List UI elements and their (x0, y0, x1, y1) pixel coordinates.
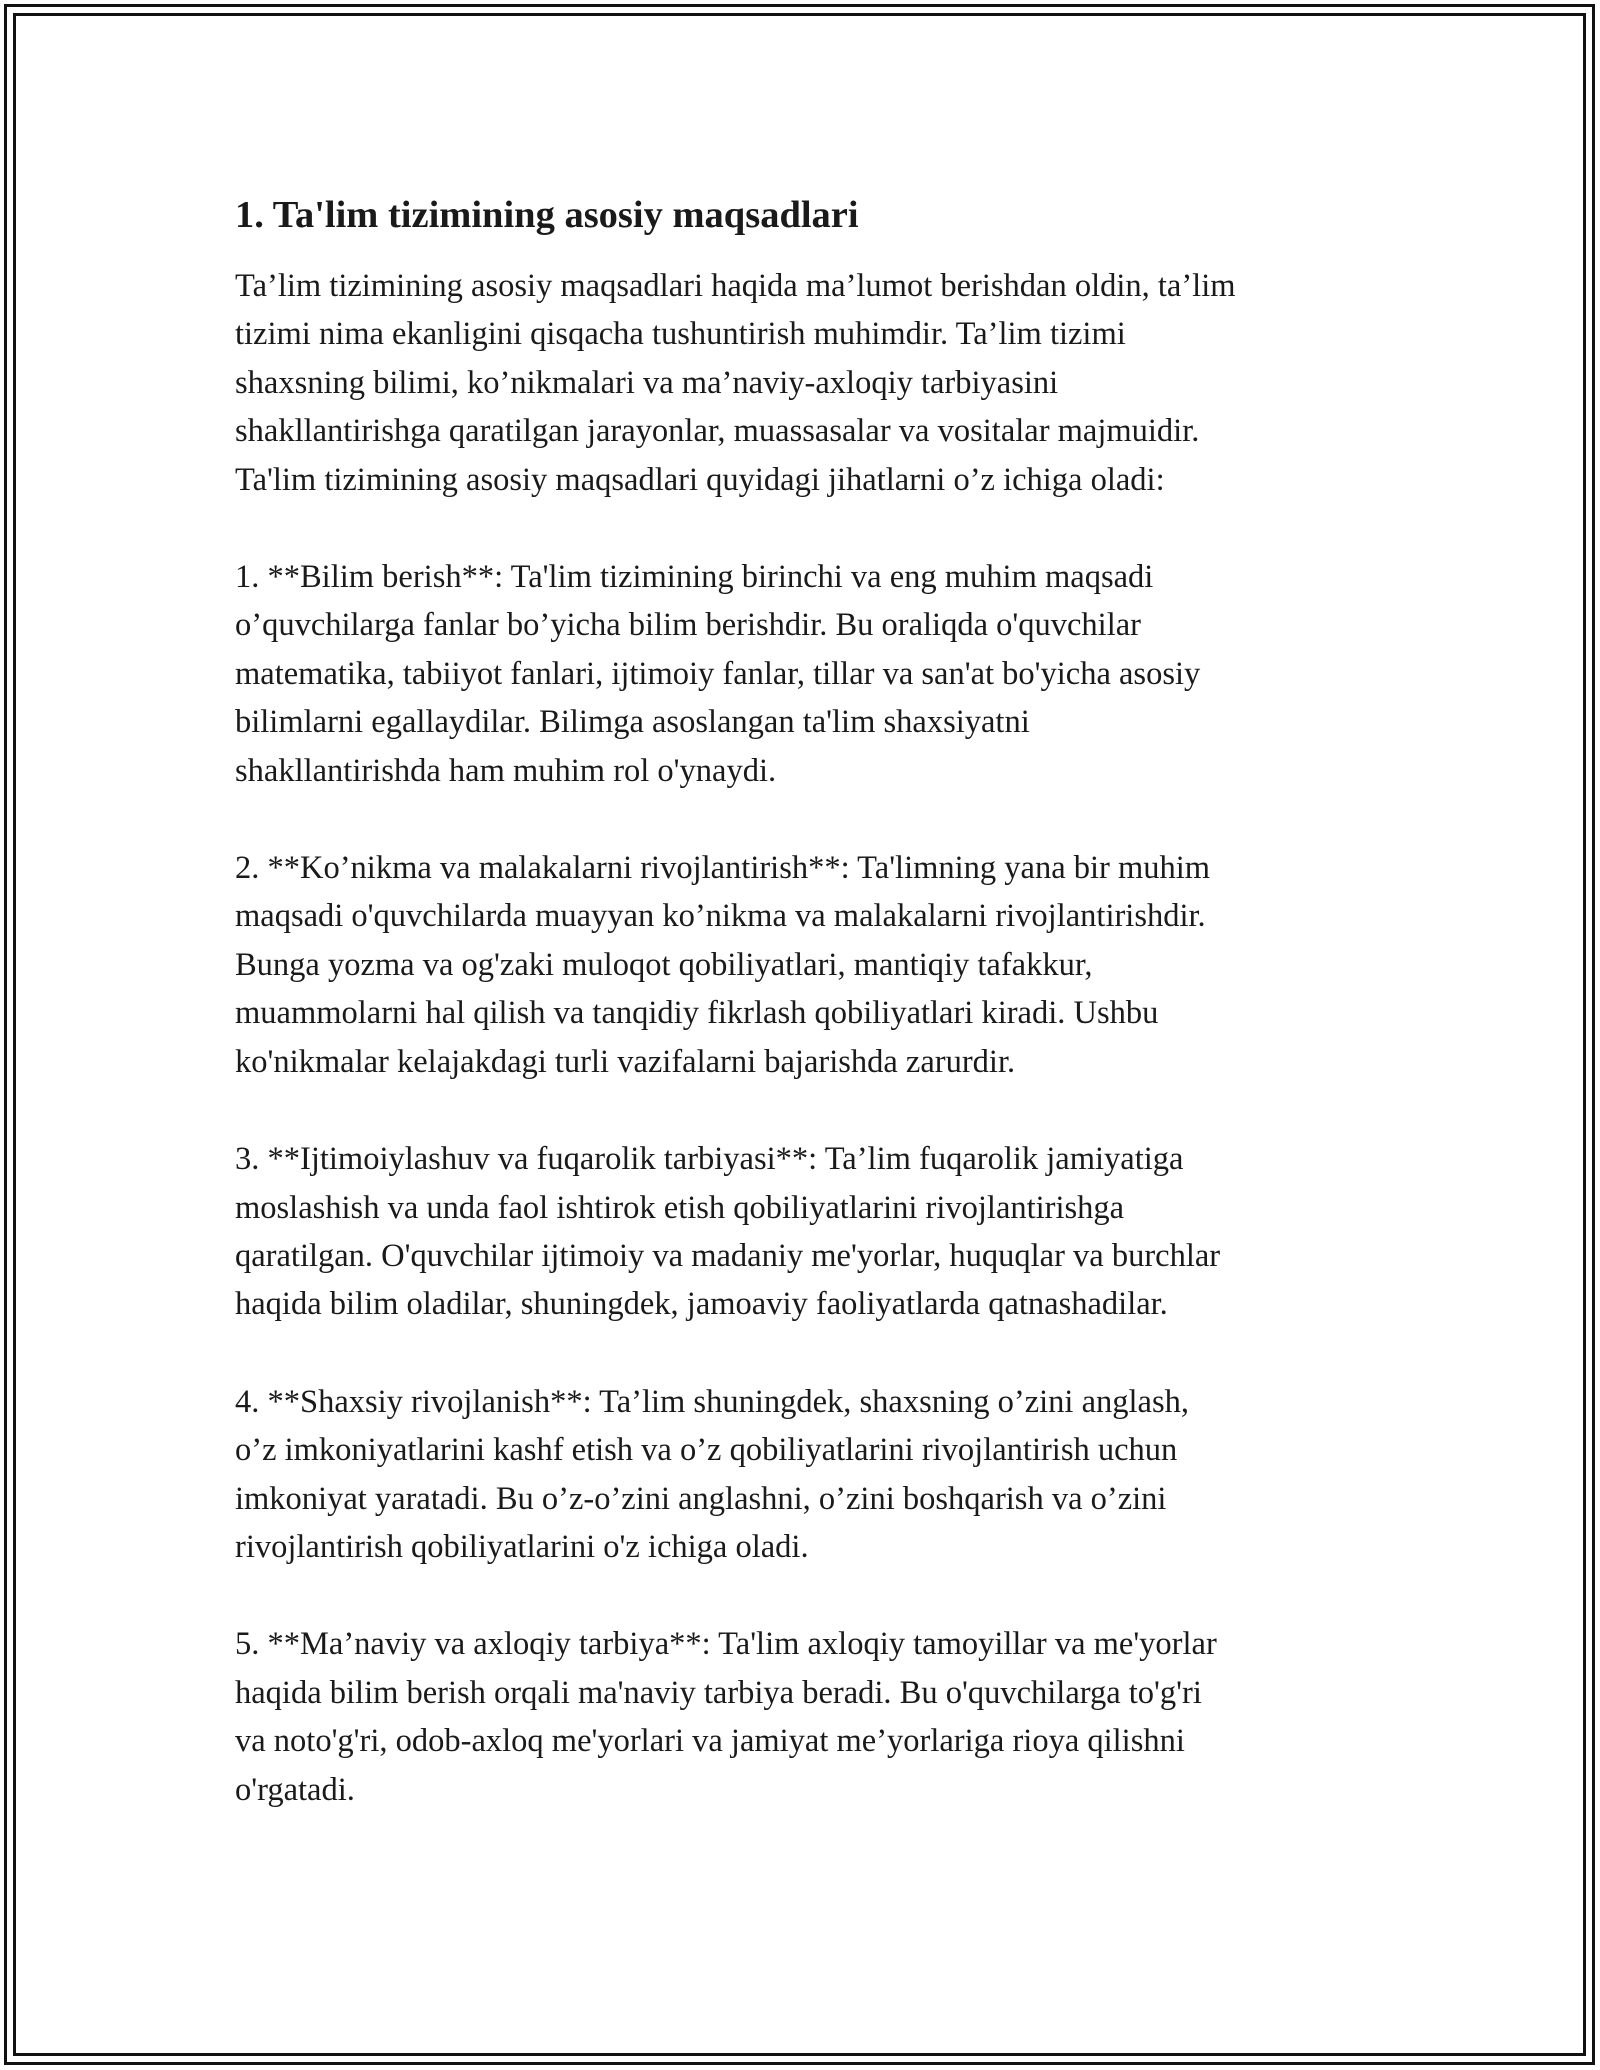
paragraph-line: shakllantirishda ham muhim rol o'ynaydi. (235, 752, 777, 789)
section-heading: 1. Ta'lim tizimining asosiy maqsadlari (235, 194, 859, 236)
list-item-socialization (235, 1135, 1375, 1329)
paragraph-line: o’z imkoniyatlarini kashf etish va o’z qobiliyatlarini rivojlantirish uchun (235, 1432, 1178, 1469)
paragraph-line: haqida bilim oladilar, shuningdek, jamoaviy faoliyatlarda qatnashadilar. (235, 1286, 1168, 1323)
paragraph-line: tizimi nima ekanligini qisqacha tushuntirish muhimdir. Ta’lim tizimi (235, 316, 1126, 353)
paragraph-line: Bunga yozma va og'zaki muloqot qobiliyatlari, mantiqiy tafakkur, (235, 946, 1093, 983)
paragraph-line: haqida bilim berish orqali ma'naviy tarbiya beradi. Bu o'quvchilarga to'g'ri (235, 1674, 1202, 1711)
paragraph-line: moslashish va unda faol ishtirok etish qobiliyatlarini rivojlantirishga (235, 1189, 1125, 1226)
paragraph-line: o'rgatadi. (235, 1771, 355, 1808)
paragraph-line: ko'nikmalar kelajakdagi turli vazifalarni bajarishda zarurdir. (235, 1043, 1016, 1080)
paragraph-line: 5. **Ma’naviy va axloqiy tarbiya**: Ta'lim axloqiy tamoyillar va me'yorlar (235, 1626, 1217, 1663)
paragraph-line: maqsadi o'quvchilarda muayyan ko’nikma va malakalarni rivojlantirishdir. (235, 898, 1206, 935)
paragraph-line: 2. **Ko’nikma va malakalarni rivojlantirish**: Ta'limning yana bir muhim (235, 850, 1211, 887)
paragraph-line: shakllantirishga qaratilgan jarayonlar, muassasalar va vositalar majmuidir. (235, 413, 1200, 450)
paragraph-line: 3. **Ijtimoiylashuv va fuqarolik tarbiyasi**: Ta’lim fuqarolik jamiyatiga (235, 1141, 1184, 1178)
paragraph-line: 1. **Bilim berish**: Ta'lim tizimining birinchi va eng muhim maqsadi (235, 559, 1154, 596)
paragraph-line: bilimlarni egallaydilar. Bilimga asoslangan ta'lim shaxsiyatni (235, 704, 1030, 741)
document-page (235, 190, 1375, 1863)
paragraph-line: muammolarni hal qilish va tanqidiy fikrlash qobiliyatlari kiradi. Ushbu (235, 995, 1159, 1032)
paragraph-line: Ta’lim tizimining asosiy maqsadlari haqida ma’lumot berishdan oldin, ta’lim (235, 268, 1236, 304)
intro-paragraph (235, 262, 1375, 504)
paragraph-line: Ta'lim tizimining asosiy maqsadlari quyidagi jihatlarni o’z ichiga oladi: (235, 461, 1165, 498)
paragraph-line: va noto'g'ri, odob-axloq me'yorlari va jamiyat me’yorlariga rioya qilishni (235, 1723, 1185, 1760)
list-item-skills (235, 844, 1375, 1086)
paragraph-line: qaratilgan. O'quvchilar ijtimoiy va madaniy me'yorlar, huquqlar va burchlar (235, 1237, 1221, 1274)
paragraph-line: imkoniyat yaratadi. Bu o’z-o’zini anglashni, o’zini boshqarish va o’zini (235, 1480, 1167, 1517)
list-item-moral-education (235, 1620, 1375, 1814)
list-item-personal-development (235, 1378, 1375, 1572)
paragraph-line: shaxsning bilimi, ko’nikmalari va ma’naviy-axloqiy tarbiyasini (235, 364, 1059, 401)
paragraph-line: rivojlantirish qobiliyatlarini o'z ichiga oladi. (235, 1528, 809, 1565)
paragraph-line: matematika, tabiiyot fanlari, ijtimoiy fanlar, tillar va san'at bo'yicha asosiy (235, 655, 1201, 692)
list-item-knowledge (235, 553, 1375, 795)
paragraph-line: 4. **Shaxsiy rivojlanish**: Ta’lim shuningdek, shaxsning o’zini anglash, (235, 1383, 1189, 1420)
paragraph-line: o’quvchilarga fanlar bo’yicha bilim berishdir. Bu oraliqda o'quvchilar (235, 607, 1141, 644)
